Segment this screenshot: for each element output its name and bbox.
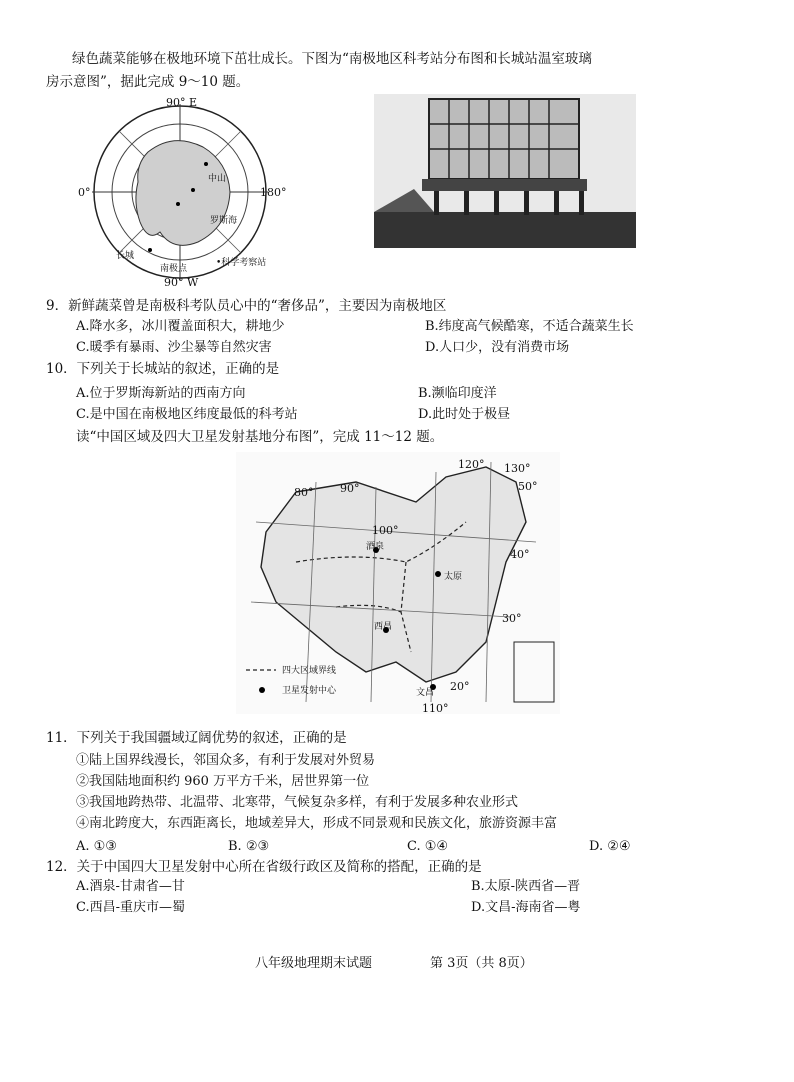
- intro-2: 读“中国区域及四大卫星发射基地分布图”，完成 11～12 题。: [76, 429, 444, 445]
- q12-option-a[interactable]: A.酒泉-甘肃省—甘: [76, 879, 185, 894]
- q10-option-b[interactable]: B.濒临印度洋: [418, 386, 497, 401]
- station-label-1: 中山: [208, 174, 227, 184]
- q9-option-a[interactable]: A.降水多，冰川覆盖面积大，耕地少: [76, 319, 285, 334]
- china-lon-90: 90°: [340, 482, 360, 495]
- q12-option-d[interactable]: D.文昌-海南省—粤: [471, 900, 581, 915]
- q12-option-c[interactable]: C.西昌-重庆市—蜀: [76, 900, 186, 915]
- city-xichang: 西昌: [374, 622, 393, 632]
- greenhouse-photo-svg: [374, 94, 636, 248]
- station-label-2: 长城: [116, 251, 135, 261]
- q11-statement-2: ②我国陆地面积约 960 万平方千米，居世界第一位: [76, 774, 370, 789]
- q10-option-c[interactable]: C.是中国在南极地区纬度最低的科考站: [76, 407, 298, 422]
- city-wenchang: 文昌: [416, 688, 435, 698]
- q12-option-b[interactable]: B.太原-陕西省—晋: [471, 879, 581, 894]
- antarctic-lon-left: 0°: [78, 186, 91, 199]
- city-jiuquan: 酒泉: [366, 542, 385, 552]
- china-lat-50: 50°: [518, 480, 538, 493]
- q10-option-d[interactable]: D.此时处于极昼: [418, 407, 511, 422]
- q9-option-b[interactable]: B.纬度高气候酷寒，不适合蔬菜生长: [425, 319, 634, 334]
- legend-launch-center: 卫星发射中心: [282, 686, 337, 696]
- footer-title: 八年级地理期末试题: [255, 956, 373, 971]
- q10-option-a[interactable]: A.位于罗斯海新站的西南方向: [76, 386, 246, 401]
- antarctic-lon-right: 180°: [260, 186, 287, 199]
- q9-option-c[interactable]: C.暖季有暴雨、沙尘暴等自然灾害: [76, 340, 272, 355]
- intro-line-1: 绿色蔬菜能够在极地环境下茁壮成长。下图为“南极地区科考站分布图和长城站温室玻璃: [72, 51, 592, 67]
- q11-stem: 11．下列关于我国疆域辽阔优势的叙述，正确的是: [46, 730, 347, 746]
- q11-statement-1: ①陆上国界线漫长，邻国众多，有利于发展对外贸易: [76, 753, 376, 768]
- station-label-4: 罗斯海: [210, 216, 238, 226]
- q9-option-d[interactable]: D.人口少，没有消费市场: [425, 340, 570, 355]
- antarctic-legend: •科学考察站: [216, 258, 267, 268]
- q11-statement-4: ④南北跨度大，东西距离长，地域差异大，形成不同景观和民族文化，旅游资源丰富: [76, 816, 558, 831]
- greenhouse-photo: [374, 94, 636, 248]
- china-map: [236, 452, 560, 714]
- q11-option-d[interactable]: D. ②④: [589, 839, 631, 854]
- antarctic-lon-bottom: 90° W: [164, 276, 199, 289]
- china-lon-130: 130°: [504, 462, 531, 475]
- q9-stem: 9．新鲜蔬菜曾是南极科考队员心中的“奢侈品”，主要因为南极地区: [46, 298, 447, 314]
- china-lon-100: 100°: [372, 524, 399, 537]
- antarctic-map: [78, 92, 287, 292]
- china-lon-120: 120°: [458, 458, 485, 471]
- legend-boundary: 四大区域界线: [282, 666, 337, 676]
- q11-option-a[interactable]: A. ①③: [76, 839, 117, 854]
- q11-statement-3: ③我国地跨热带、北温带、北寒带，气候复杂多样，有利于发展多种农业形式: [76, 795, 519, 810]
- china-lon-80: 80°: [294, 486, 314, 499]
- q11-option-c[interactable]: C. ①④: [407, 839, 449, 854]
- china-lat-40: 40°: [510, 548, 530, 561]
- intro-line-2: 房示意图”，据此完成 9～10 题。: [46, 74, 250, 90]
- q10-stem: 10．下列关于长城站的叙述，正确的是: [46, 361, 280, 377]
- china-lon-110: 110°: [422, 702, 449, 715]
- china-lat-30: 30°: [502, 612, 522, 625]
- footer-page: 第 3页（共 8页）: [430, 956, 533, 971]
- station-label-3: 南极点: [160, 264, 188, 274]
- q11-option-b[interactable]: B. ②③: [228, 839, 270, 854]
- q12-stem: 12．关于中国四大卫星发射中心所在省级行政区及简称的搭配，正确的是: [46, 859, 482, 875]
- china-lat-20: 20°: [450, 680, 470, 693]
- antarctic-lon-top: 90° E: [166, 96, 198, 109]
- city-taiyuan: 太原: [444, 572, 463, 582]
